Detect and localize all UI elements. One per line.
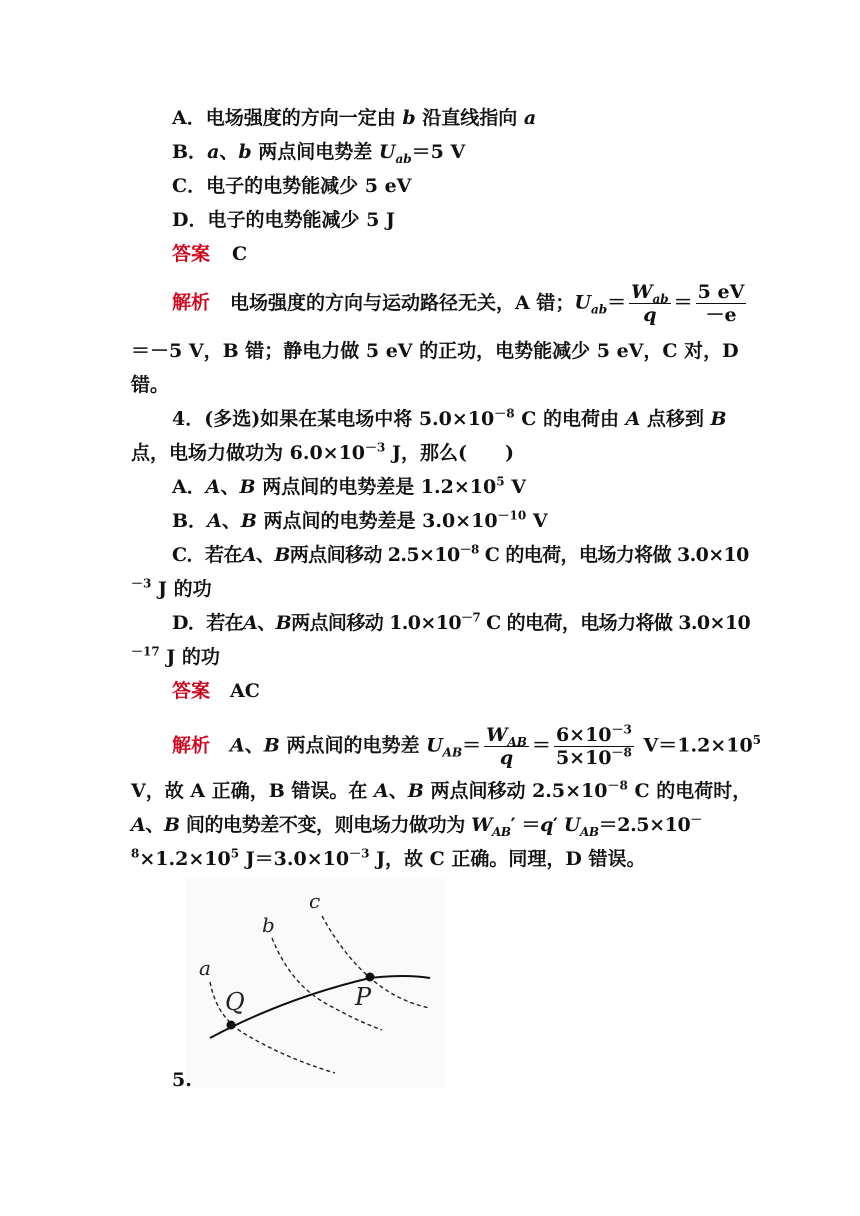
analysis-label: 解析	[172, 291, 211, 314]
answer-q4	[172, 679, 260, 703]
fraction-5ev-over-e: $\frac{5 eV}{-e}$	[697, 281, 745, 326]
label-p: P	[355, 983, 372, 1011]
answer-label: 答案	[172, 243, 211, 265]
point-p	[366, 973, 375, 982]
q4-option-c-line2: $^{-3}$ J 的功	[131, 576, 212, 600]
q4-option-c-line1: C．若在A、B两点间移动 $2.5\times 10^{-8}$ C 的电荷，电场力将做 3.0×10	[172, 542, 749, 566]
answer-q3	[172, 242, 247, 266]
answer-value: AC	[230, 680, 260, 702]
label-c: c	[309, 889, 321, 913]
option-a: A．电场强度的方向一定由 b 沿直线指向 a	[172, 107, 537, 129]
option-c: C．电子的电势能减少 5 eV	[172, 175, 412, 197]
fraction-numeric: $\frac{6\times 10^{-3}}{5\times 10^{-8}}$	[555, 722, 632, 769]
fraction-w-over-q: $\frac{W_{ab}}{q}$	[631, 281, 669, 326]
analysis-q4-line4: $^8\times 1.2\times 10^5$ $J=3.0\times 10^{-3}$ J，故 C 正确。同理，D 错误。	[131, 846, 646, 870]
option-d: D．电子的电势能减少 5 J	[172, 209, 395, 231]
analysis-label: 解析	[172, 734, 211, 757]
field-lines-figure	[185, 878, 445, 1088]
q4-stem-line1: 4．(多选)如果在某电场中将 $5.0\times 10^{-8}$ C 的电荷由 A 点移到 B	[172, 406, 727, 430]
option-b: B．a、b 两点间电势差 $U_{ab}=5$ V	[172, 141, 466, 166]
analysis-q3-line1: 解析 电场强度的方向与运动路径无关，A 错；$U_{ab}=$ $\frac{W_{ab}}{q}$ ＝ $\frac{5 eV}{-e}$	[172, 281, 745, 326]
answer-value: C	[232, 243, 248, 265]
q4-option-a: A．A、B 两点间的电势差是 $1.2\times 10^5$ V	[172, 474, 526, 498]
q4-option-b: B．A、B 两点间的电势差是 $3.0\times 10^{-10}$ V	[172, 508, 548, 532]
label-a: a	[199, 956, 211, 980]
point-q	[227, 1021, 236, 1030]
analysis-q4-line3: A、B 间的电势差不变，则电场力做功为 $W_{AB}' =q'$ $U_{AB}=2.5\times 10^-$	[131, 812, 702, 839]
q5-number: 5.	[172, 1069, 192, 1091]
fraction-wab-over-q: $\frac{W_{AB}}{q}$	[486, 724, 527, 769]
q4-option-d-line1: D．若在A、B两点间移动 $1.0\times 10^{-7}$ C 的电荷，电场力将做 3.0×10	[172, 610, 751, 634]
analysis-q3-line3: 错。	[131, 374, 170, 396]
label-b: b	[262, 913, 275, 937]
analysis-q3-line2: ＝－5 V，B 错；静电力做 5 eV 的正功，电势能减少 5 eV，C 对，D	[131, 340, 739, 362]
answer-label: 答案	[172, 680, 211, 702]
label-q: Q	[225, 988, 245, 1016]
q4-stem-line2: 点，电场力做功为 $6.0\times 10^{-3}$ J，那么( )	[131, 440, 514, 464]
q4-option-d-line2: $^{-17}$ J 的功	[131, 644, 220, 668]
analysis-q4-line2: V，故 A 正确，B 错误。在 A、B 两点间移动 $2.5\times 10^{-8}$ C 的电荷时，	[131, 778, 752, 802]
analysis-q4-line1: 解析 A、B 两点间的电势差 $U_{AB}=$ $\frac{W_{AB}}{q}$ ＝ $\frac{6\times 10^{-3}}{5\times 10^{-8}}$ $V=1.2\times 10^5$	[172, 722, 762, 769]
